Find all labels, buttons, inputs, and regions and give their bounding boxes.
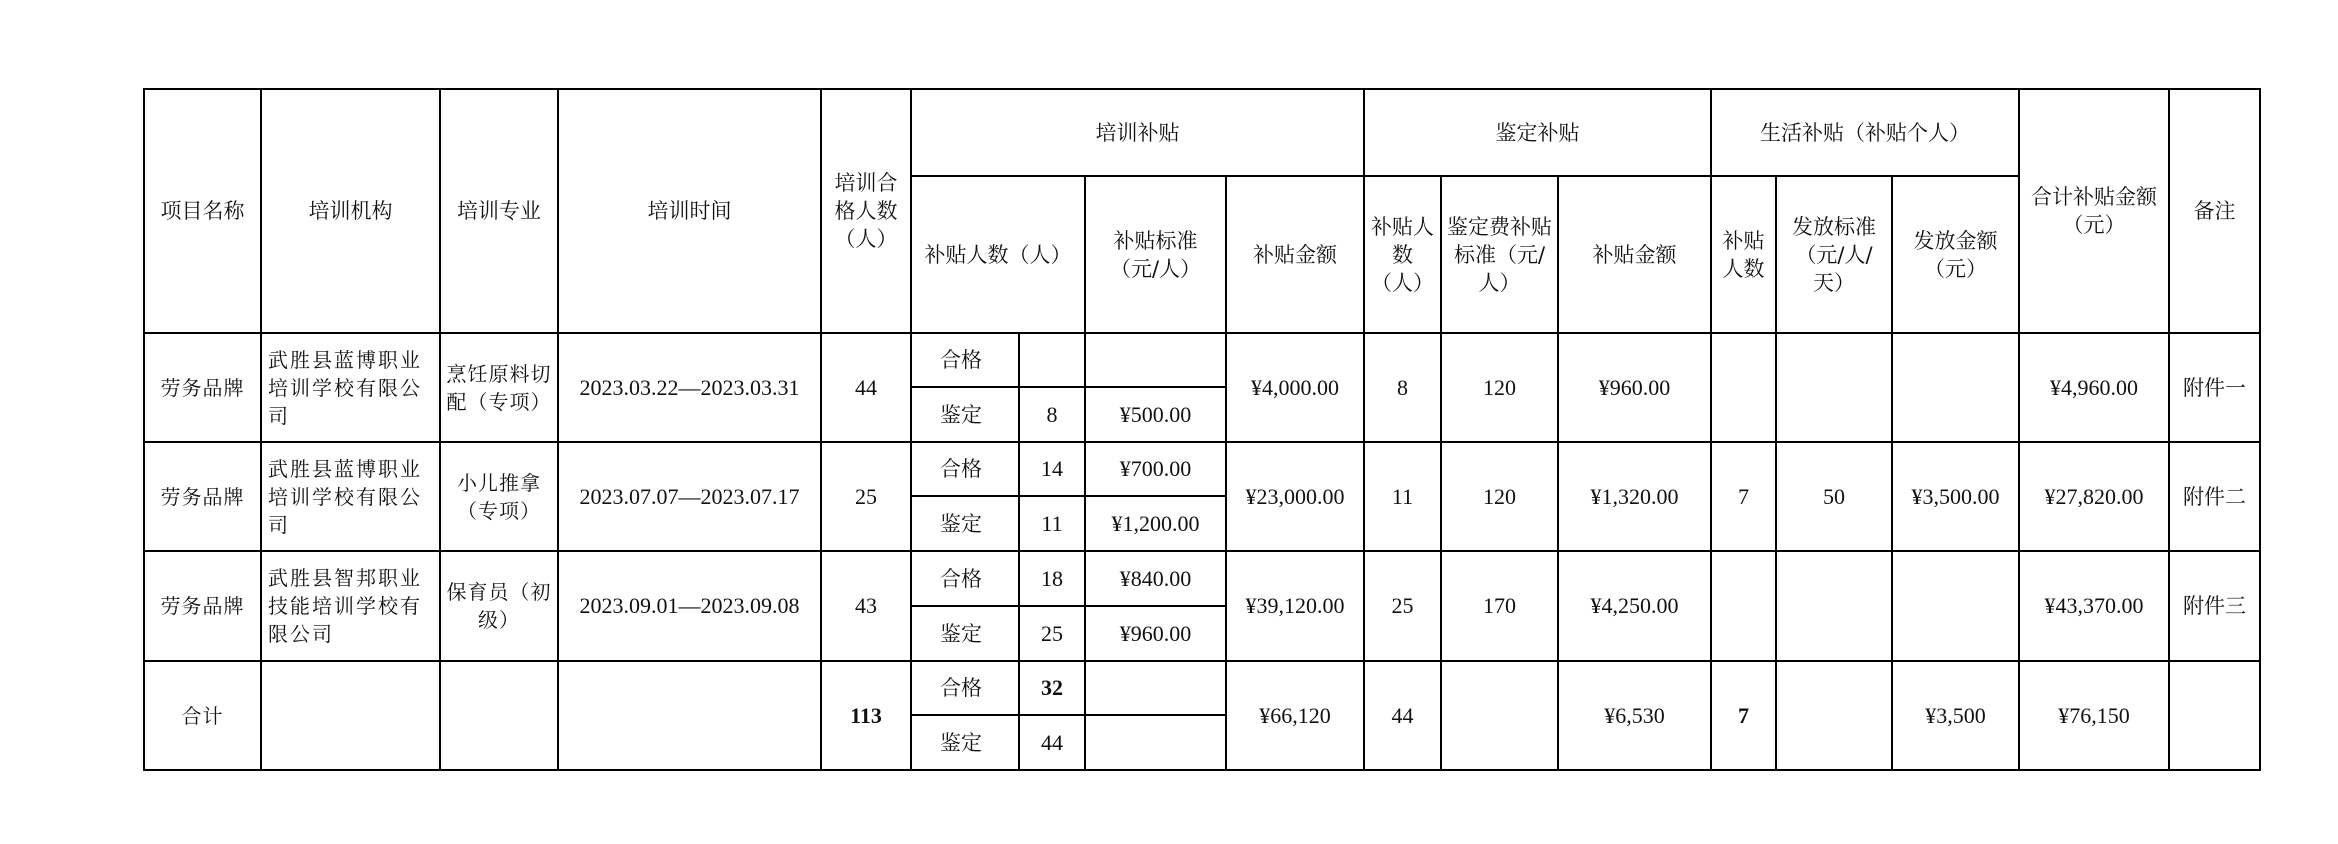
cell-remark: 附件二	[2169, 442, 2260, 551]
cell-ts-amount: ¥4,000.00	[1226, 333, 1364, 442]
cell-sub-count: 25	[1019, 606, 1085, 661]
header-ls-amount: 发放金额（元）	[1892, 176, 2019, 333]
header-row-1	[144, 89, 2260, 176]
cell-major: 保育员（初级）	[440, 551, 558, 661]
totals-qualified: 113	[821, 661, 911, 770]
cell-sub-standard: ¥840.00	[1085, 551, 1226, 606]
cell-as-amount: ¥1,320.00	[1558, 442, 1711, 551]
cell-period: 2023.03.22—2023.03.31	[558, 333, 821, 442]
header-ts-standard: 补贴标准（元/人）	[1085, 176, 1226, 333]
cell-sub-count: 14	[1019, 442, 1085, 496]
cell-period: 2023.07.07—2023.07.17	[558, 442, 821, 551]
totals-major-empty	[440, 661, 558, 770]
header-training-subsidy: 培训补贴	[911, 89, 1364, 176]
header-living-subsidy: 生活补贴（补贴个人）	[1711, 89, 2019, 176]
table-row	[144, 442, 2260, 496]
header-remark: 备注	[2169, 89, 2260, 333]
totals-sub-label: 合格	[911, 661, 1019, 715]
cell-ls-standard: 50	[1776, 442, 1892, 551]
cell-institution: 武胜县蓝博职业培训学校有限公司	[261, 333, 440, 442]
totals-ls-standard-empty	[1776, 661, 1892, 770]
cell-qualified: 43	[821, 551, 911, 661]
cell-sub-standard: ¥1,200.00	[1085, 496, 1226, 551]
cell-ls-amount	[1892, 551, 2019, 661]
totals-institution-empty	[261, 661, 440, 770]
cell-qualified: 25	[821, 442, 911, 551]
totals-sub-label: 鉴定	[911, 715, 1019, 770]
cell-project: 劳务品牌	[144, 333, 261, 442]
cell-total: ¥27,820.00	[2019, 442, 2169, 551]
cell-sub-count: 11	[1019, 496, 1085, 551]
cell-as-count: 25	[1364, 551, 1441, 661]
cell-sub-count: 8	[1019, 387, 1085, 442]
header-appraisal-subsidy: 鉴定补贴	[1364, 89, 1711, 176]
totals-ts-amount: ¥66,120	[1226, 661, 1364, 770]
cell-sub-label: 合格	[911, 333, 1019, 387]
header-as-count: 补贴人数（人）	[1364, 176, 1441, 333]
header-institution: 培训机构	[261, 89, 440, 333]
totals-sub-standard-empty	[1085, 661, 1226, 715]
header-major: 培训专业	[440, 89, 558, 333]
cell-total: ¥43,370.00	[2019, 551, 2169, 661]
header-ts-count: 补贴人数（人）	[911, 176, 1085, 333]
cell-sub-standard: ¥960.00	[1085, 606, 1226, 661]
cell-remark: 附件三	[2169, 551, 2260, 661]
table-row	[144, 333, 2260, 387]
header-ls-standard: 发放标准（元/人/天）	[1776, 176, 1892, 333]
header-as-standard: 鉴定费补贴标准（元/人）	[1441, 176, 1558, 333]
cell-ls-count: 7	[1711, 442, 1776, 551]
cell-ls-count	[1711, 551, 1776, 661]
cell-ls-count	[1711, 333, 1776, 442]
cell-major: 小儿推拿（专项）	[440, 442, 558, 551]
header-qualified: 培训合格人数（人）	[821, 89, 911, 333]
cell-ls-amount	[1892, 333, 2019, 442]
cell-as-count: 11	[1364, 442, 1441, 551]
cell-sub-standard	[1085, 333, 1226, 387]
header-ls-count: 补贴人数	[1711, 176, 1776, 333]
cell-sub-label: 鉴定	[911, 387, 1019, 442]
cell-sub-standard: ¥500.00	[1085, 387, 1226, 442]
cell-as-standard: 120	[1441, 333, 1558, 442]
totals-row	[144, 661, 2260, 715]
cell-sub-label: 鉴定	[911, 606, 1019, 661]
cell-as-standard: 120	[1441, 442, 1558, 551]
totals-as-standard-empty	[1441, 661, 1558, 770]
header-ts-amount: 补贴金额	[1226, 176, 1364, 333]
totals-ls-count: 7	[1711, 661, 1776, 770]
cell-major: 烹饪原料切配（专项）	[440, 333, 558, 442]
cell-sub-label: 鉴定	[911, 496, 1019, 551]
cell-ls-standard	[1776, 551, 1892, 661]
cell-ls-amount: ¥3,500.00	[1892, 442, 2019, 551]
header-as-amount: 补贴金额	[1558, 176, 1711, 333]
subsidy-table	[143, 88, 2261, 771]
totals-period-empty	[558, 661, 821, 770]
totals-ls-amount: ¥3,500	[1892, 661, 2019, 770]
cell-sub-count: 18	[1019, 551, 1085, 606]
cell-period: 2023.09.01—2023.09.08	[558, 551, 821, 661]
cell-qualified: 44	[821, 333, 911, 442]
cell-as-count: 8	[1364, 333, 1441, 442]
cell-sub-count	[1019, 333, 1085, 387]
header-project: 项目名称	[144, 89, 261, 333]
cell-sub-standard: ¥700.00	[1085, 442, 1226, 496]
cell-as-amount: ¥4,250.00	[1558, 551, 1711, 661]
totals-sub-count: 44	[1019, 715, 1085, 770]
totals-total: ¥76,150	[2019, 661, 2169, 770]
cell-project: 劳务品牌	[144, 551, 261, 661]
header-period: 培训时间	[558, 89, 821, 333]
cell-ts-amount: ¥39,120.00	[1226, 551, 1364, 661]
cell-as-amount: ¥960.00	[1558, 333, 1711, 442]
cell-institution: 武胜县蓝博职业培训学校有限公司	[261, 442, 440, 551]
cell-remark: 附件一	[2169, 333, 2260, 442]
cell-as-standard: 170	[1441, 551, 1558, 661]
cell-ls-standard	[1776, 333, 1892, 442]
totals-sub-count: 32	[1019, 661, 1085, 715]
cell-total: ¥4,960.00	[2019, 333, 2169, 442]
totals-remark-empty	[2169, 661, 2260, 770]
totals-label: 合计	[144, 661, 261, 770]
totals-sub-standard-empty	[1085, 715, 1226, 770]
totals-as-count: 44	[1364, 661, 1441, 770]
cell-sub-label: 合格	[911, 442, 1019, 496]
cell-project: 劳务品牌	[144, 442, 261, 551]
cell-institution: 武胜县智邦职业技能培训学校有限公司	[261, 551, 440, 661]
header-total-amount: 合计补贴金额（元）	[2019, 89, 2169, 333]
cell-sub-label: 合格	[911, 551, 1019, 606]
table-row	[144, 551, 2260, 606]
totals-as-amount: ¥6,530	[1558, 661, 1711, 770]
cell-ts-amount: ¥23,000.00	[1226, 442, 1364, 551]
